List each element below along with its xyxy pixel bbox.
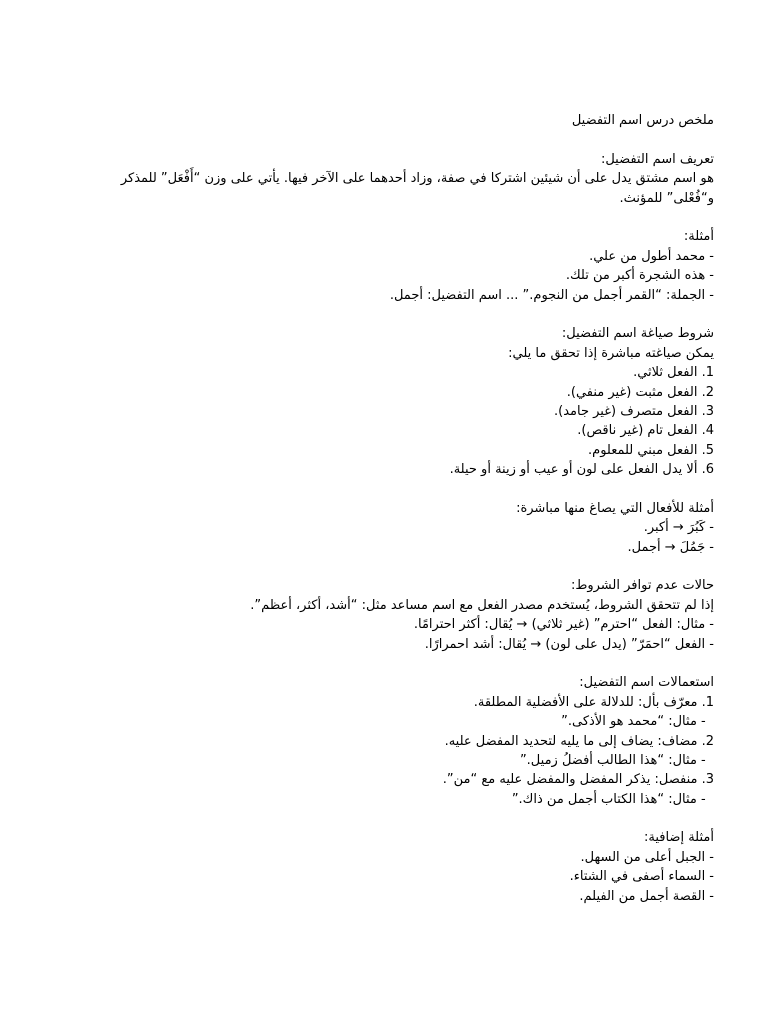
direct-examples-heading: أمثلة للأفعال التي يصاغ منها مباشرة:: [516, 500, 714, 516]
document-title: ملخص درس اسم التفضيل: [571, 113, 714, 128]
missing-conditions-item: - مثال: الفعل “احترم” (غير ثلاثي) → يُقال: أكثر احترامًا.: [413, 617, 714, 633]
blank-line: [114, 557, 714, 576]
blank-line: [114, 130, 714, 149]
extra-example-item: - القصة أجمل من الفيلم.: [579, 888, 714, 904]
condition-item: 1. الفعل ثلاثي.: [633, 365, 714, 381]
extra-example-item: - الجبل أعلى من السهل.: [580, 849, 714, 865]
use-item: 3. منفصل: يذكر المفضل والمفضل عليه مع “من”.: [442, 772, 714, 788]
blank-line: [114, 479, 714, 498]
blank-line: [114, 208, 714, 227]
use-example: - مثال: “هذا الكتاب أجمل من ذاك.”: [511, 791, 714, 807]
condition-item: 2. الفعل مثبت (غير منفي).: [566, 384, 714, 400]
conditions-heading: شروط صياغة اسم التفضيل:: [561, 326, 714, 342]
direct-example-item: - جَمُلَ → أجمل.: [627, 539, 714, 555]
conditions-intro: يمكن صياغته مباشرة إذا تحقق ما يلي:: [508, 345, 714, 361]
use-example: - مثال: “محمد هو الأذكى.”: [561, 714, 714, 730]
extra-examples-heading: أمثلة إضافية:: [643, 830, 714, 846]
blank-line: [114, 305, 714, 324]
uses-heading: استعمالات اسم التفضيل:: [579, 675, 714, 691]
example-item: - الجملة: “القمر أجمل من النجوم.” ... اسم التفضيل: أجمل.: [389, 287, 714, 303]
blank-line: [114, 809, 714, 828]
condition-item: 3. الفعل متصرف (غير جامد).: [554, 403, 714, 419]
use-example: - مثال: “هذا الطالب أفضلُ زميل.”: [519, 752, 714, 768]
condition-item: 6. ألا يدل الفعل على لون أو عيب أو زينة أو حيلة.: [449, 462, 714, 478]
use-item: 2. مضاف: يضاف إلى ما يليه لتحديد المفضل عليه.: [444, 733, 714, 749]
missing-conditions-heading: حالات عدم توافر الشروط:: [570, 578, 714, 594]
condition-item: 5. الفعل مبني للمعلوم.: [588, 442, 714, 458]
definition-heading: تعريف اسم التفضيل:: [600, 151, 714, 167]
missing-conditions-item: إذا لم تتحقق الشروط، يُستخدم مصدر الفعل مع اسم مساعد مثل: “أشد، أكثر، أعظم”.: [250, 597, 714, 613]
condition-item: 4. الفعل تام (غير ناقص).: [577, 423, 714, 439]
blank-line: [114, 654, 714, 673]
definition-text: هو اسم مشتق يدل على أن شيئين اشتركا في صفة، وزاد أحدهما على الآخر فيها. يأتي على وزن “أَفْعَل” للمذكر و“فُعْلى” للمؤنث.: [120, 171, 714, 206]
example-item: - هذه الشجرة أكبر من تلك.: [565, 268, 714, 284]
document-page: [114, 111, 714, 906]
examples-heading: أمثلة:: [683, 229, 714, 245]
direct-example-item: - كَبُرَ → أكبر.: [643, 520, 714, 536]
use-item: 1. معرّف بأل: للدلالة على الأفضلية المطلقة.: [473, 694, 714, 710]
missing-conditions-item: - الفعل “احمَرّ” (يدل على لون) → يُقال: أشد احمرارًا.: [424, 636, 714, 652]
extra-example-item: - السماء أصفى في الشتاء.: [569, 869, 714, 885]
example-item: - محمد أطول من علي.: [589, 248, 714, 264]
